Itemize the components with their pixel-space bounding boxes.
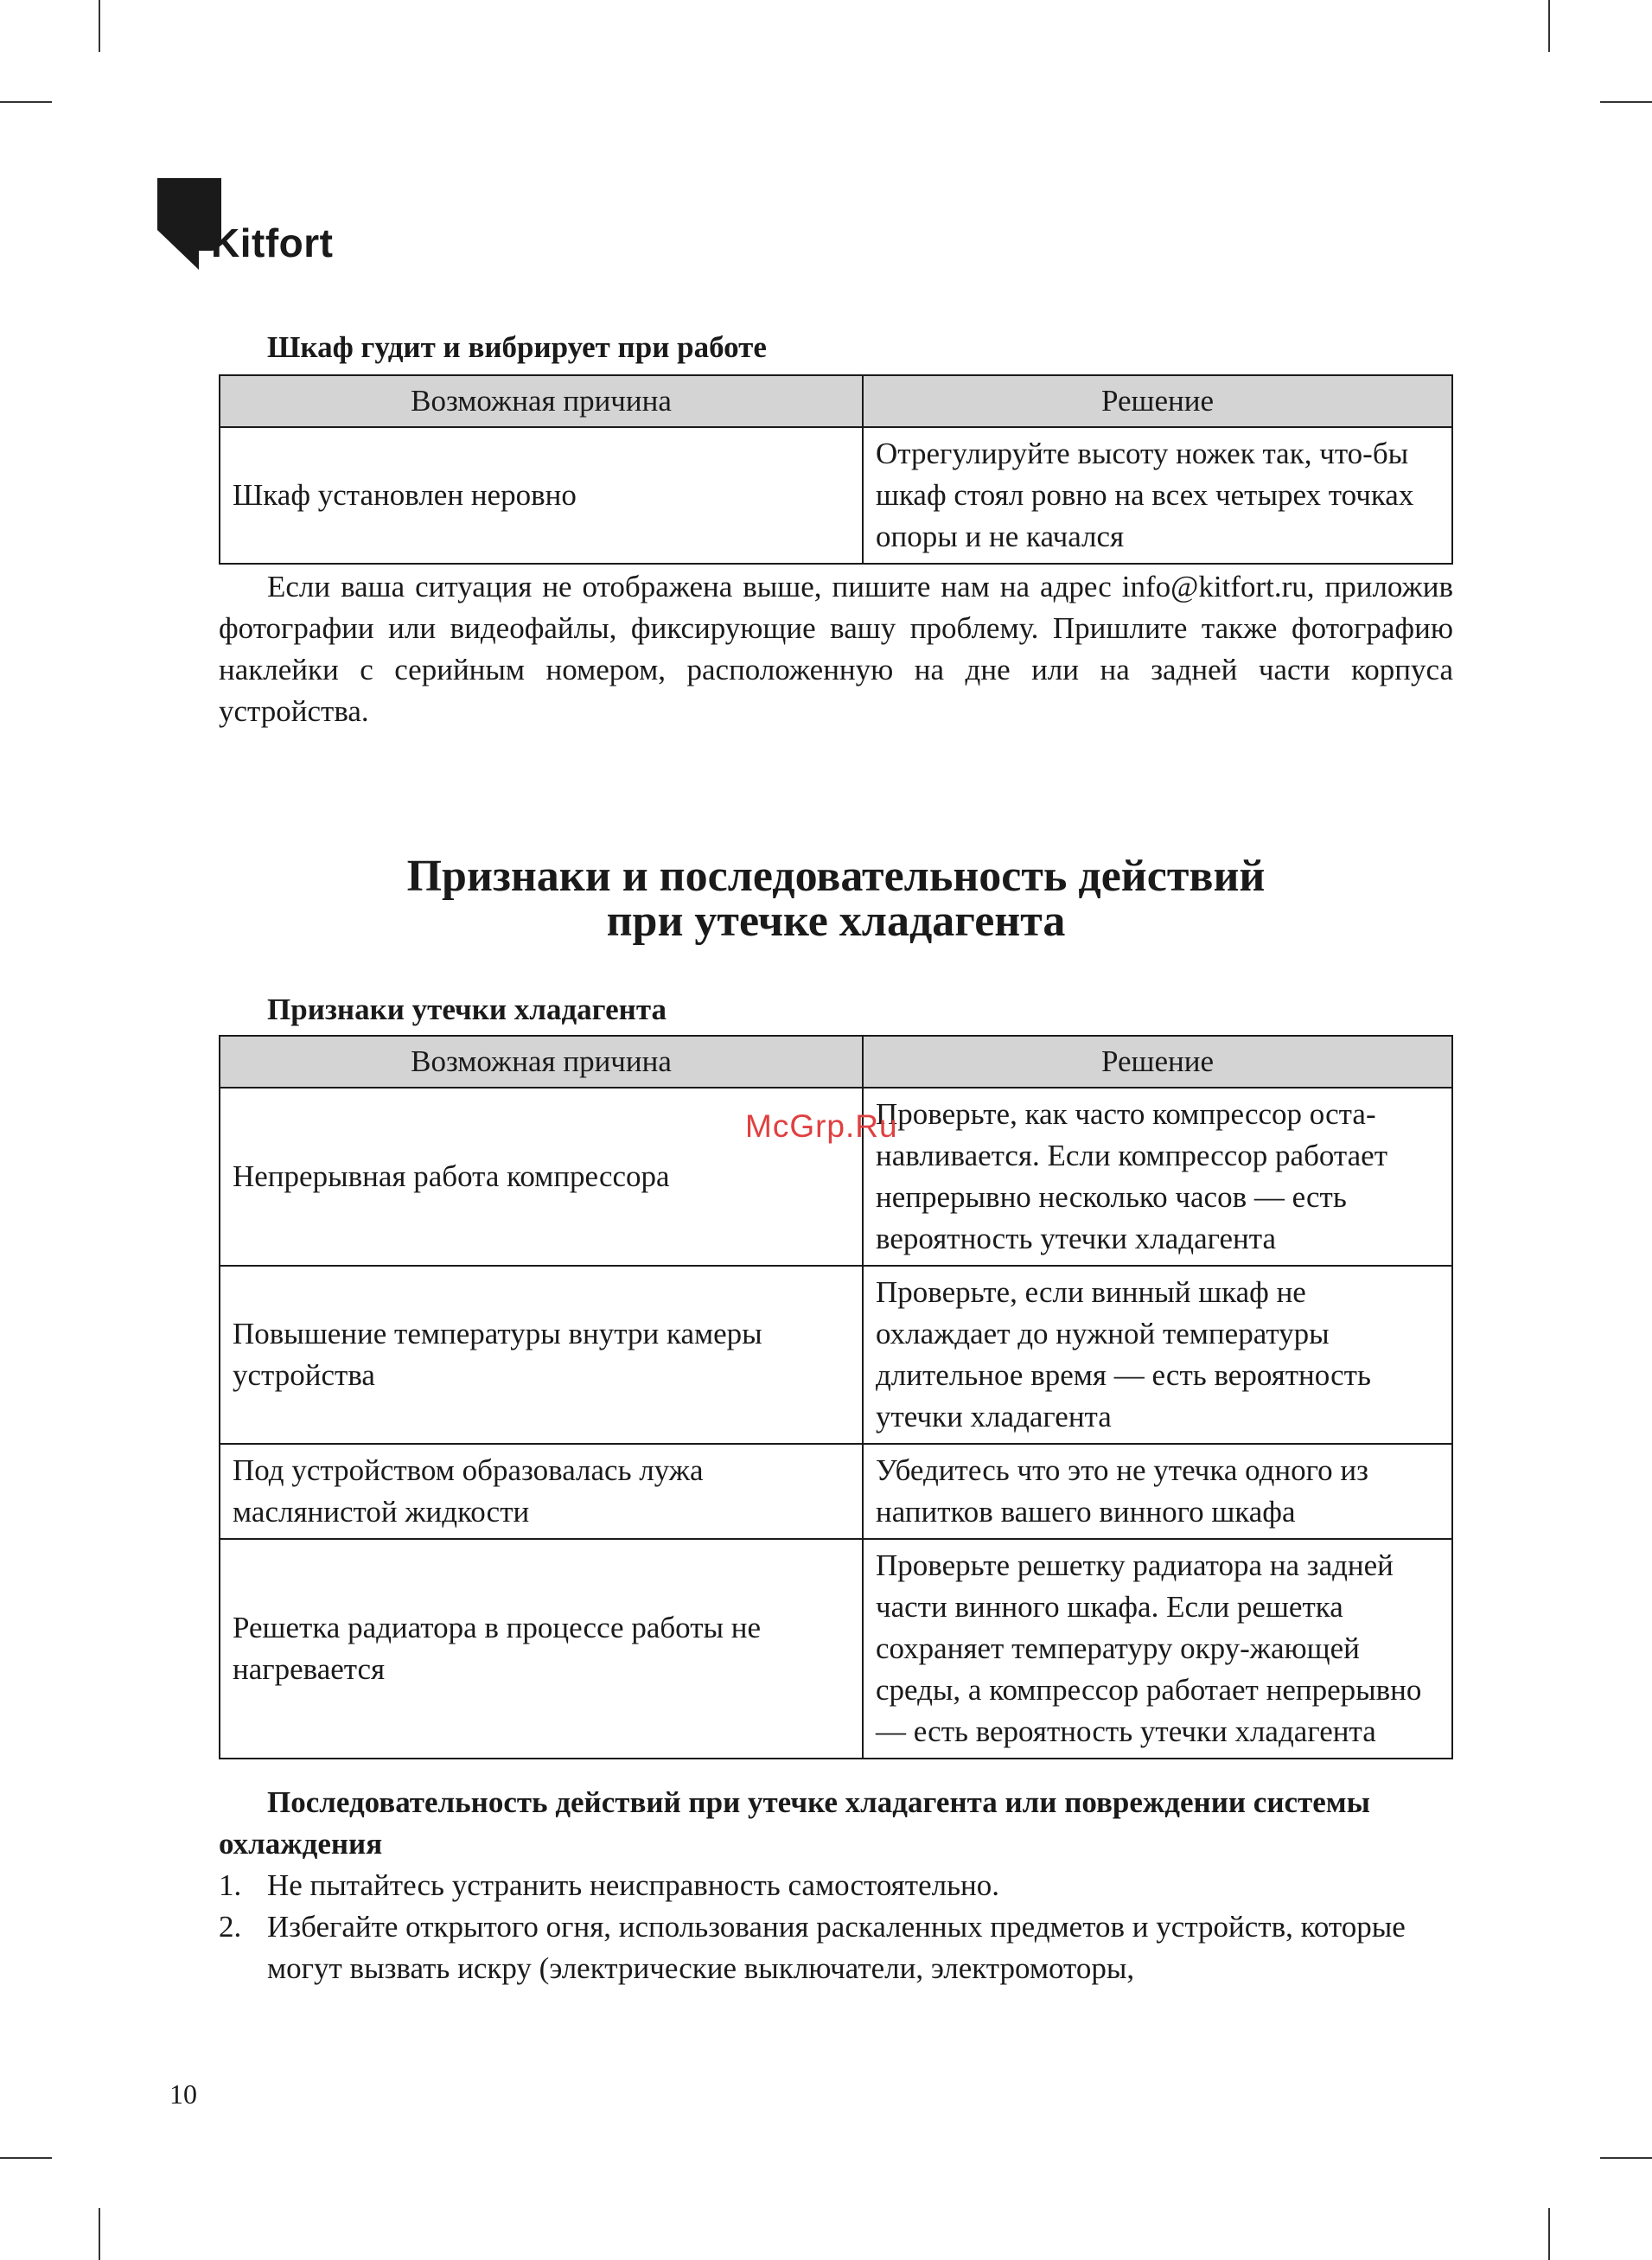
table-row <box>220 1266 1452 1444</box>
section-cabinet-vibration <box>219 327 1453 732</box>
list-item-text: Не пытайтесь устранить неисправность самостоятельно. <box>267 1868 1000 1902</box>
solution-cell: Отрегулируйте высоту ножек так, что-бы шкаф стоял ровно на всех четырех точках опоры и не качался <box>863 427 1452 564</box>
cause-cell: Решетка радиатора в процессе работы не нагревается <box>220 1539 863 1759</box>
crop-mark <box>99 0 100 52</box>
cause-cell: Непрерывная работа компрессора <box>220 1088 863 1266</box>
crop-mark <box>1548 0 1550 52</box>
list-item-number: 2. <box>219 1910 242 1944</box>
solution-cell: Убедитесь что это не утечка одного из напитков вашего винного шкафа <box>863 1444 1452 1539</box>
crop-mark <box>1548 2208 1550 2260</box>
crop-mark <box>1600 101 1652 103</box>
section-heading: Шкаф гудит и вибрирует при работе <box>267 330 767 364</box>
title-line-1: Признаки и последовательность действий <box>406 852 1266 901</box>
cause-cell: Повышение температуры внутри камеры устройства <box>220 1266 863 1444</box>
list-item <box>219 1906 1453 1989</box>
cause-cell: Под устройством образовалась лужа маслянистой жидкости <box>220 1444 863 1539</box>
steps-heading: Последовательность действий при утечке хладагента или повреждении системы охлаждения <box>219 1785 1370 1861</box>
column-header-cause: Возможная причина <box>220 1036 863 1088</box>
steps-list <box>219 1865 1453 1989</box>
list-item-number: 1. <box>219 1868 242 1902</box>
solution-cell: Проверьте решетку радиатора на задней части винного шкафа. Если решетка сохраняет температуру окру-жающей среды, а компрессор работает непрерывно — есть вероятность утечки хладагента <box>863 1539 1452 1759</box>
logo-text: Kitfort <box>211 220 334 265</box>
cause-cell: Шкаф установлен неровно <box>220 427 863 564</box>
crop-mark <box>0 101 52 103</box>
list-item <box>219 1865 1453 1906</box>
column-header-solution: Решение <box>863 375 1452 427</box>
table-row <box>220 1444 1452 1539</box>
crop-mark <box>1600 2157 1652 2159</box>
section-heading: Признаки утечки хладагента <box>267 993 667 1026</box>
table-row <box>220 427 1452 564</box>
crop-mark <box>99 2208 100 2260</box>
page-number: 10 <box>169 2078 197 2110</box>
brand-logo <box>157 175 333 270</box>
column-header-solution: Решение <box>863 1036 1452 1088</box>
solution-cell: Проверьте, как часто компрессор оста-навливается. Если компрессор работает непрерывно несколько часов — есть вероятность утечки хладагента <box>863 1088 1452 1266</box>
title-line-2: при утечке хладагента <box>606 897 1066 946</box>
table-header-row <box>220 1036 1452 1088</box>
watermark: McGrp.Ru <box>745 1108 898 1144</box>
list-item-text: Избегайте открытого огня, использования раскаленных предметов и устройств, которые могут вызвать искру (электрические выключатели, электромоторы, <box>267 1910 1406 1985</box>
page-title <box>219 854 1453 944</box>
crop-mark <box>0 2157 52 2159</box>
solution-cell: Проверьте, если винный шкаф не охлаждает до нужной температуры длительное время — есть вероятность утечки хладагента <box>863 1266 1452 1444</box>
contact-paragraph: Если ваша ситуация не отображена выше, пишите нам на адрес info@kitfort.ru, приложив фотографии или видеофайлы, фиксирующие вашу проблему. Пришлите также фотографию наклейки с серийным номером, расположенную на дне или на задней части корпуса устройства. <box>219 570 1453 728</box>
column-header-cause: Возможная причина <box>220 375 863 427</box>
table-row <box>220 1539 1452 1759</box>
table-header-row <box>220 375 1452 427</box>
troubleshooting-table <box>219 374 1453 565</box>
